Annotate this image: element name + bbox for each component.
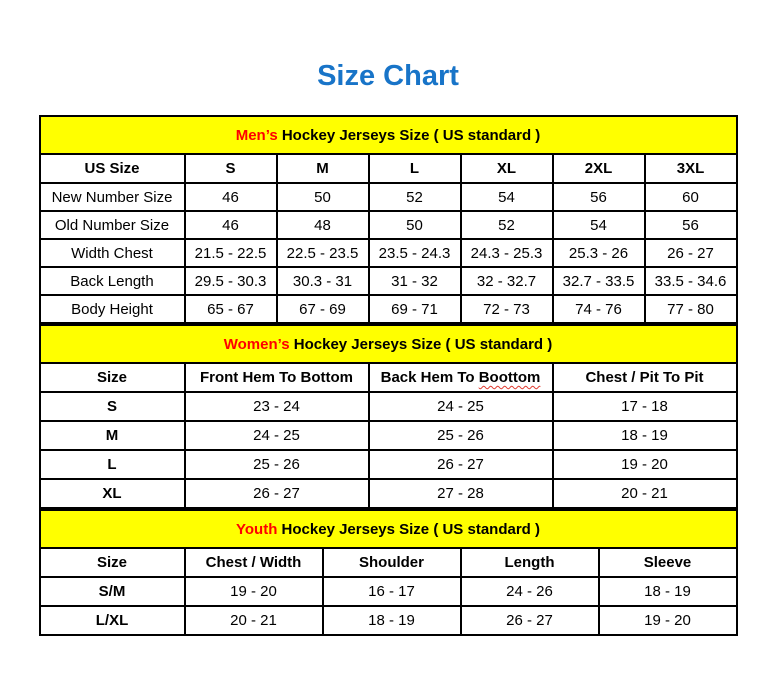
size-value-cell: 52 xyxy=(369,183,461,211)
row-label: New Number Size xyxy=(40,183,185,211)
row-label: Old Number Size xyxy=(40,211,185,239)
youth-size-table xyxy=(39,509,738,636)
size-value-cell: 26 - 27 xyxy=(369,450,553,479)
size-value-cell: 56 xyxy=(553,183,645,211)
size-value-cell: 18 - 19 xyxy=(599,577,737,606)
size-value-cell: 48 xyxy=(277,211,369,239)
size-chart-tables xyxy=(39,115,738,636)
column-header: 2XL xyxy=(553,154,645,183)
table-row xyxy=(40,421,737,450)
size-value-cell: 19 - 20 xyxy=(185,577,323,606)
section-title-highlight: Men’s xyxy=(235,126,278,144)
table-row xyxy=(40,239,737,267)
size-value-cell: 54 xyxy=(461,183,553,211)
size-value-cell: 17 - 18 xyxy=(553,392,737,421)
page-title: Size Chart xyxy=(317,60,459,92)
size-value-cell: 32.7 - 33.5 xyxy=(553,267,645,295)
size-value-cell: 21.5 - 22.5 xyxy=(185,239,277,267)
size-value-cell: 65 - 67 xyxy=(185,295,277,323)
size-value-cell: 50 xyxy=(277,183,369,211)
size-value-cell: 50 xyxy=(369,211,461,239)
size-value-cell: 23 - 24 xyxy=(185,392,369,421)
size-value-cell: 26 - 27 xyxy=(461,606,599,635)
section-title-rest: Hockey Jerseys Size ( US standard ) xyxy=(277,520,540,538)
column-header: L xyxy=(369,154,461,183)
size-value-cell: 69 - 71 xyxy=(369,295,461,323)
size-value-cell: 33.5 - 34.6 xyxy=(645,267,737,295)
column-header: 3XL xyxy=(645,154,737,183)
column-header: Sleeve xyxy=(599,548,737,577)
column-header: US Size xyxy=(40,154,185,183)
size-value-cell: 25 - 26 xyxy=(185,450,369,479)
row-label: S xyxy=(40,392,185,421)
size-value-cell: 52 xyxy=(461,211,553,239)
size-value-cell: 46 xyxy=(185,211,277,239)
size-value-cell: 24.3 - 25.3 xyxy=(461,239,553,267)
column-header: XL xyxy=(461,154,553,183)
row-label: S/M xyxy=(40,577,185,606)
column-header: S xyxy=(185,154,277,183)
size-value-cell: 46 xyxy=(185,183,277,211)
table-row xyxy=(40,606,737,635)
column-header: Chest / Width xyxy=(185,548,323,577)
size-value-cell: 54 xyxy=(553,211,645,239)
section-title-highlight: Youth xyxy=(236,520,278,538)
section-title-rest: Hockey Jerseys Size ( US standard ) xyxy=(289,335,553,353)
size-value-cell: 26 - 27 xyxy=(185,479,369,508)
column-header-text: Back Hem To xyxy=(380,369,479,386)
column-header: Shoulder xyxy=(323,548,461,577)
size-value-cell: 67 - 69 xyxy=(277,295,369,323)
table-row xyxy=(40,392,737,421)
column-header xyxy=(369,363,553,392)
size-value-cell: 19 - 20 xyxy=(599,606,737,635)
row-label: M xyxy=(40,421,185,450)
column-header: Front Hem To Bottom xyxy=(185,363,369,392)
mens-size-table xyxy=(39,115,738,324)
size-value-cell: 77 - 80 xyxy=(645,295,737,323)
size-value-cell: 25.3 - 26 xyxy=(553,239,645,267)
page xyxy=(0,60,776,692)
section-title-highlight: Women’s xyxy=(223,335,290,353)
section-title-rest: Hockey Jerseys Size ( US standard ) xyxy=(277,126,541,144)
size-value-cell: 32 - 32.7 xyxy=(461,267,553,295)
column-header: Size xyxy=(40,363,185,392)
size-value-cell: 27 - 28 xyxy=(369,479,553,508)
size-value-cell: 25 - 26 xyxy=(369,421,553,450)
table-row xyxy=(40,211,737,239)
size-value-cell: 29.5 - 30.3 xyxy=(185,267,277,295)
size-value-cell: 19 - 20 xyxy=(553,450,737,479)
row-label: Width Chest xyxy=(40,239,185,267)
size-value-cell: 24 - 25 xyxy=(369,392,553,421)
column-header: M xyxy=(277,154,369,183)
section-title-womens xyxy=(40,325,737,363)
size-value-cell: 26 - 27 xyxy=(645,239,737,267)
size-value-cell: 31 - 32 xyxy=(369,267,461,295)
row-label: Back Length xyxy=(40,267,185,295)
table-row xyxy=(40,577,737,606)
column-header: Size xyxy=(40,548,185,577)
size-value-cell: 22.5 - 23.5 xyxy=(277,239,369,267)
size-value-cell: 20 - 21 xyxy=(185,606,323,635)
section-title-mens xyxy=(40,116,737,154)
size-value-cell: 18 - 19 xyxy=(553,421,737,450)
row-label: XL xyxy=(40,479,185,508)
size-value-cell: 23.5 - 24.3 xyxy=(369,239,461,267)
row-label: Body Height xyxy=(40,295,185,323)
misspelled-word: Boottom xyxy=(478,369,541,386)
womens-size-table xyxy=(39,324,738,509)
size-value-cell: 56 xyxy=(645,211,737,239)
table-row xyxy=(40,267,737,295)
row-label: L/XL xyxy=(40,606,185,635)
size-value-cell: 74 - 76 xyxy=(553,295,645,323)
size-value-cell: 20 - 21 xyxy=(553,479,737,508)
column-header: Chest / Pit To Pit xyxy=(553,363,737,392)
size-value-cell: 72 - 73 xyxy=(461,295,553,323)
table-row xyxy=(40,479,737,508)
table-row xyxy=(40,183,737,211)
table-row xyxy=(40,450,737,479)
size-value-cell: 16 - 17 xyxy=(323,577,461,606)
section-title-youth xyxy=(40,510,737,548)
size-value-cell: 24 - 25 xyxy=(185,421,369,450)
size-value-cell: 18 - 19 xyxy=(323,606,461,635)
table-row xyxy=(40,295,737,323)
size-value-cell: 30.3 - 31 xyxy=(277,267,369,295)
size-value-cell: 24 - 26 xyxy=(461,577,599,606)
column-header: Length xyxy=(461,548,599,577)
row-label: L xyxy=(40,450,185,479)
size-value-cell: 60 xyxy=(645,183,737,211)
